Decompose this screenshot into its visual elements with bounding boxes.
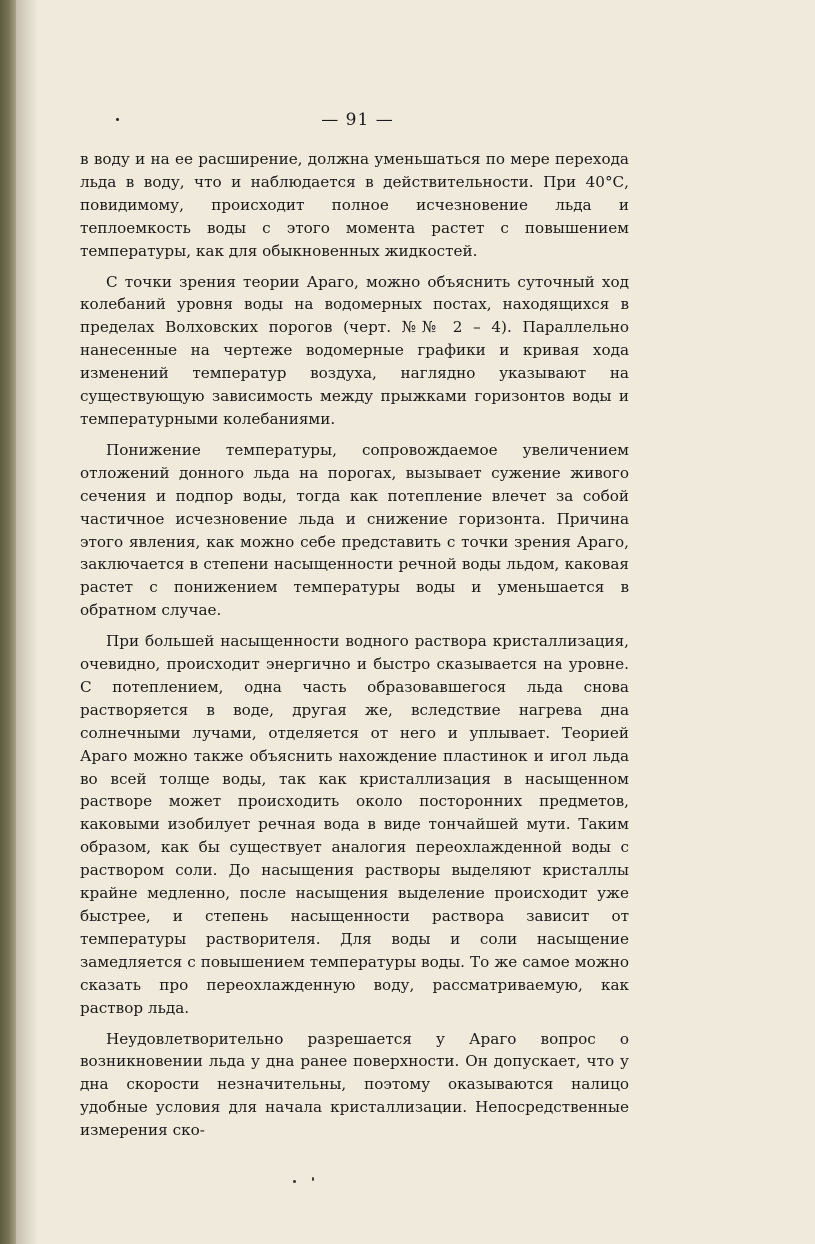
paragraph: Неудовлетворительно разрешается у Араго вопрос о возникновении льда у дна ранее поверхности. Он допускает, что у дна скорости незначительны, поэтому оказываются налицо удобные условия для начала кристаллизации. Непосредственные измерения ско- [80,1029,629,1140]
paragraph: При большей насыщенности водного раствора кристаллизация, очевидно, происходит энергично и быстро сказывается на уровне. С потеплением, одна часть образовавшегося льда снова растворяется в воде, другая же, вследствие нагрева дна солнечными лучами, отделяется от него и уплывает. Теорией Араго можно также объяснить нахождение пластинок и игол льда во всей толще воды, так как кристаллизация в насыщенном растворе может происходить около посторонних предметов, каковыми изобилует речная вода в виде тончайшей мути. Таким образом, как бы существует аналогия переохлажденной воды с раствором соли. До насыщения растворы выделяют кристаллы крайне медленно, после насыщения выделение происходит уже быстрее, и степень насыщенности раствора зависит от температуры растворителя. Для воды и соли насыщение замедляется с повышением температуры воды. То же самое можно сказать про переохлажденную воду, рассматриваемую, как раствор льда. [80,632,629,1017]
gutter-shadow [16,0,38,1244]
paragraph: в воду и на ее расширение, должна уменьшаться по мере перехода льда в воду, что и наблюдается в действительности. При 40°С, повидимому, происходит полное исчезновение льда и теплоемкость воды с этого момента растет с повышением температуры, как для обыкновенных жидкостей. [80,150,629,260]
book-spine-edge [0,0,16,1244]
page-number: — 91 — [321,110,394,130]
print-speck [312,1177,314,1181]
paragraph: Понижение температуры, сопровождаемое увеличением отложений донного льда на порогах, вызывает сужение живого сечения и подпор воды, тогда как потепление влечет за собой частичное исчезновение льда и снижение горизонта. Причина этого явления, как можно себе представить с точки зрения Араго, заключается в степени насыщенности речной воды льдом, каковая растет с понижением температуры воды и уменьшается в обратном случае. [80,440,629,620]
paragraph: С точки зрения теории Араго, можно объяснить суточный ход колебаний уровня воды на водомерных постах, находящихся в пределах Волховских порогов (черт. №№ 2 – 4). Параллельно нанесенные на чертеже водомерные графики и кривая хода изменений температур воздуха, наглядно указывают на существующую зависимость между прыжками горизонтов воды и температурными колебаниями. [80,272,629,428]
body-text [80,148,629,1150]
print-speck [293,1180,296,1183]
